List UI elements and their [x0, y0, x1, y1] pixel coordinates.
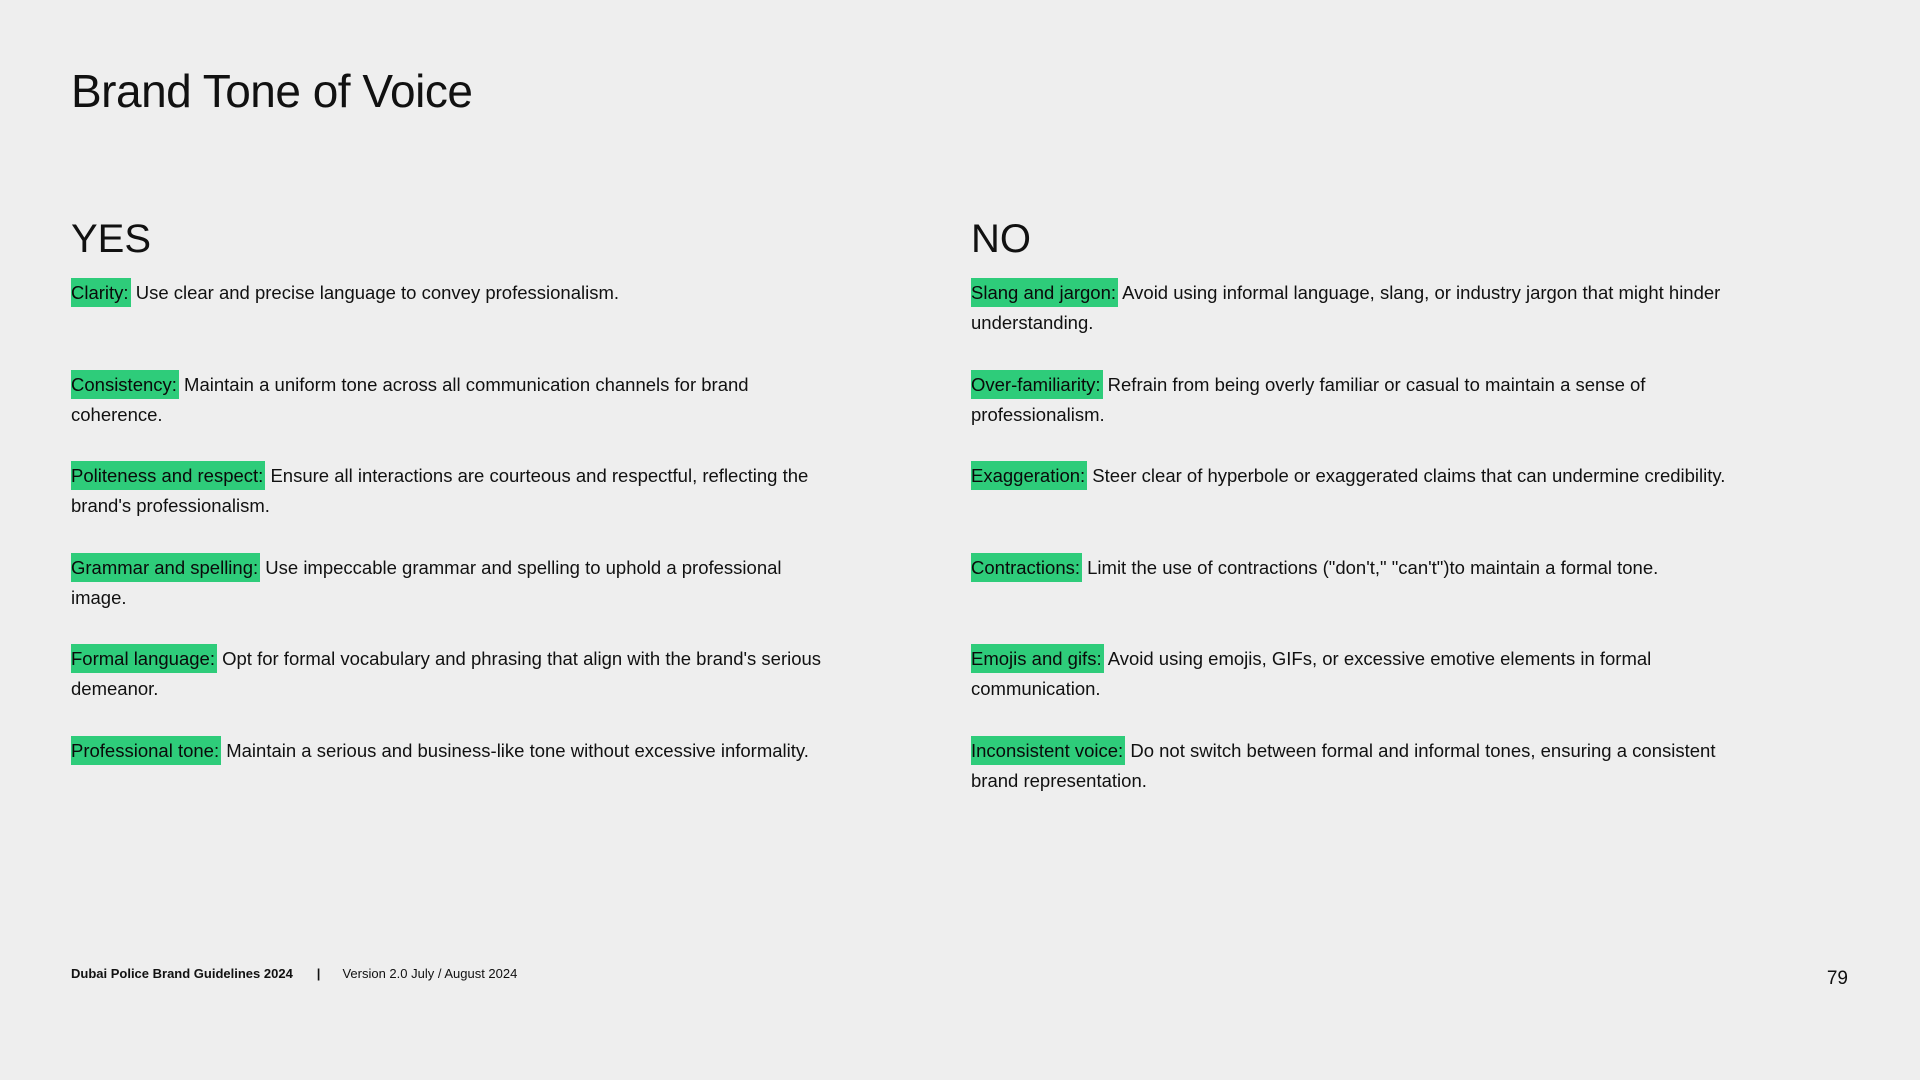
highlight-label: Exaggeration: — [971, 461, 1087, 490]
page-number: 79 — [1826, 968, 1848, 989]
yes-list — [71, 278, 831, 827]
footer-brand: Dubai Police Brand Guidelines 2024 — [71, 966, 293, 981]
no-item-exaggeration — [971, 461, 1731, 553]
rule-text: Limit the use of contractions ("don't," "can't")to maintain a formal tone. — [1082, 556, 1659, 578]
page-title: Brand Tone of Voice — [71, 65, 473, 117]
highlight-label: Grammar and spelling: — [71, 553, 260, 582]
highlight-label: Formal language: — [71, 644, 217, 673]
highlight-label: Inconsistent voice: — [971, 736, 1125, 765]
yes-column — [71, 212, 831, 827]
rule-text: Maintain a uniform tone across all communication channels for brand coherence. — [71, 373, 749, 425]
highlight-label: Politeness and respect: — [71, 461, 265, 490]
footer-separator: | — [316, 966, 321, 981]
rule-text: Use clear and precise language to convey professionalism. — [130, 282, 620, 303]
highlight-label: Emojis and gifs: — [971, 644, 1104, 673]
highlight-label: Consistency: — [71, 370, 179, 399]
no-item-over-familiarity — [971, 370, 1731, 462]
yes-item-formal-language — [71, 644, 831, 736]
no-item-inconsistent-voice — [971, 736, 1731, 828]
footer — [71, 966, 517, 981]
highlight-label: Professional tone: — [71, 736, 221, 765]
highlight-label: Clarity: — [71, 278, 131, 307]
rule-text: Use impeccable grammar and spelling to uphold a professional image. — [71, 556, 782, 608]
no-list — [971, 278, 1731, 827]
rule-text: Refrain from being overly familiar or casual to maintain a sense of professionalism. — [971, 373, 1646, 425]
highlight-label: Slang and jargon: — [971, 278, 1118, 307]
no-item-contractions — [971, 553, 1731, 645]
rule-text: Maintain a serious and business-like tone without excessive informality. — [221, 739, 809, 761]
rule-text: Avoid using informal language, slang, or industry jargon that might hinder understanding. — [971, 282, 1721, 333]
no-item-emojis — [971, 644, 1731, 736]
yes-item-politeness — [71, 461, 831, 553]
rule-text: Steer clear of hyperbole or exaggerated claims that can undermine credibility. — [1087, 465, 1726, 486]
yes-item-consistency — [71, 370, 831, 462]
highlight-label: Contractions: — [971, 553, 1082, 582]
yes-item-professional-tone — [71, 736, 831, 828]
rule-text: Ensure all interactions are courteous and respectful, reflecting the brand's professionalism. — [71, 465, 809, 516]
no-heading: NO — [971, 217, 1031, 261]
yes-heading: YES — [71, 217, 152, 261]
highlight-label: Over-familiarity: — [971, 370, 1103, 399]
rule-text: Do not switch between formal and informal tones, ensuring a consistent brand representation. — [971, 739, 1716, 791]
rule-text: Opt for formal vocabulary and phrasing that align with the brand's serious demeanor. — [71, 648, 822, 699]
yes-item-clarity — [71, 278, 831, 370]
no-column — [971, 212, 1731, 827]
yes-item-grammar — [71, 553, 831, 645]
no-item-slang — [971, 278, 1731, 370]
footer-version: Version 2.0 July / August 2024 — [342, 966, 518, 981]
rule-text: Avoid using emojis, GIFs, or excessive emotive elements in formal communication. — [971, 648, 1652, 699]
